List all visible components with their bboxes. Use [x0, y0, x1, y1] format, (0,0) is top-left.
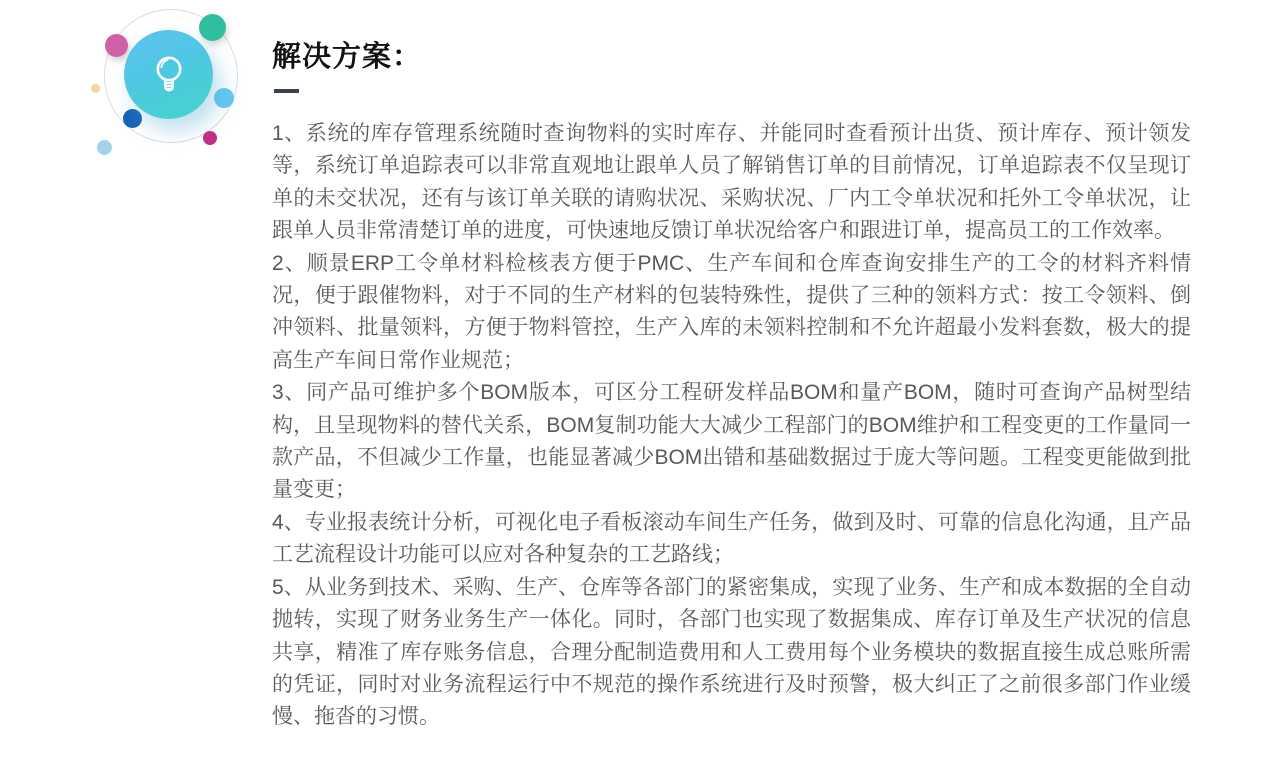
solution-paragraph: 3、同产品可维护多个BOM版本，可区分工程研发样品BOM和量产BOM，随时可查询产品树型结构，且呈现物料的替代关系，BOM复制功能大大减少工程部门的BOM维护和工程变更的工作量同一款产品，不但减少工作量，也能显著减少BOM出错和基础数据过于庞大等问题。工程变更能做到批量变更；: [272, 381, 1191, 502]
decor-dot-pink: [105, 34, 128, 57]
decor-dot-darkblue: [123, 109, 142, 128]
decor-dot-paleblue: [97, 140, 112, 155]
decor-dot-magenta: [203, 131, 217, 145]
solution-paragraph: 2、顺景ERP工令单材料检核表方便于PMC、生产车间和仓库查询安排生产的工令的材料齐料情况，便于跟催物料，对于不同的生产材料的包装特殊性，提供了三种的领料方式：按工令领料、倒冲领料、批量领料，方便于物料管控，生产入库的未领料控制和不允许超最小发料套数，极大的提高生产车间日常作业规范；: [272, 251, 1191, 372]
title-underline: [274, 89, 299, 93]
solution-paragraph: 5、从业务到技术、采购、生产、仓库等各部门的紧密集成，实现了业务、生产和成本数据的全自动抛转，实现了财务业务生产一体化。同时，各部门也实现了数据集成、库存订单及生产状况的信息共享，精准了库存账务信息，合理分配制造费用和人工费用每个业务模块的数据直接生成总账所需的凭证，同时对业务流程运行中不规范的操作系统进行及时预警，极大纠正了之前很多部门作业缓慢、拖沓的习惯。: [272, 575, 1191, 729]
lightbulb-icon: [124, 30, 213, 119]
decor-dot-yellow: [91, 84, 100, 93]
solution-paragraph: 1、系统的库存管理系统随时查询物料的实时库存、并能同时查看预计出货、预计库存、预计领发等，系统订单追踪表可以非常直观地让跟单人员了解销售订单的目前情况，订单追踪表不仅呈现订单的未交状况，还有与该订单关联的请购状况、采购状况、厂内工令单状况和托外工令单状况，让跟单人员非常清楚订单的进度，可快速地反馈订单状况给客户和跟进订单，提高员工的工作效率。: [272, 122, 1191, 243]
lightbulb-badge: [85, 5, 245, 165]
decor-dot-teal: [199, 14, 226, 41]
section-title: 解决方案：: [272, 41, 423, 73]
solution-paragraph: 4、专业报表统计分析，可视化电子看板滚动车间生产任务，做到及时、可靠的信息化沟通，且产品工艺流程设计功能可以应对各种复杂的工艺路线；: [272, 510, 1191, 567]
decor-dot-lightblue: [214, 88, 234, 108]
solution-paragraphs: [272, 118, 1191, 734]
